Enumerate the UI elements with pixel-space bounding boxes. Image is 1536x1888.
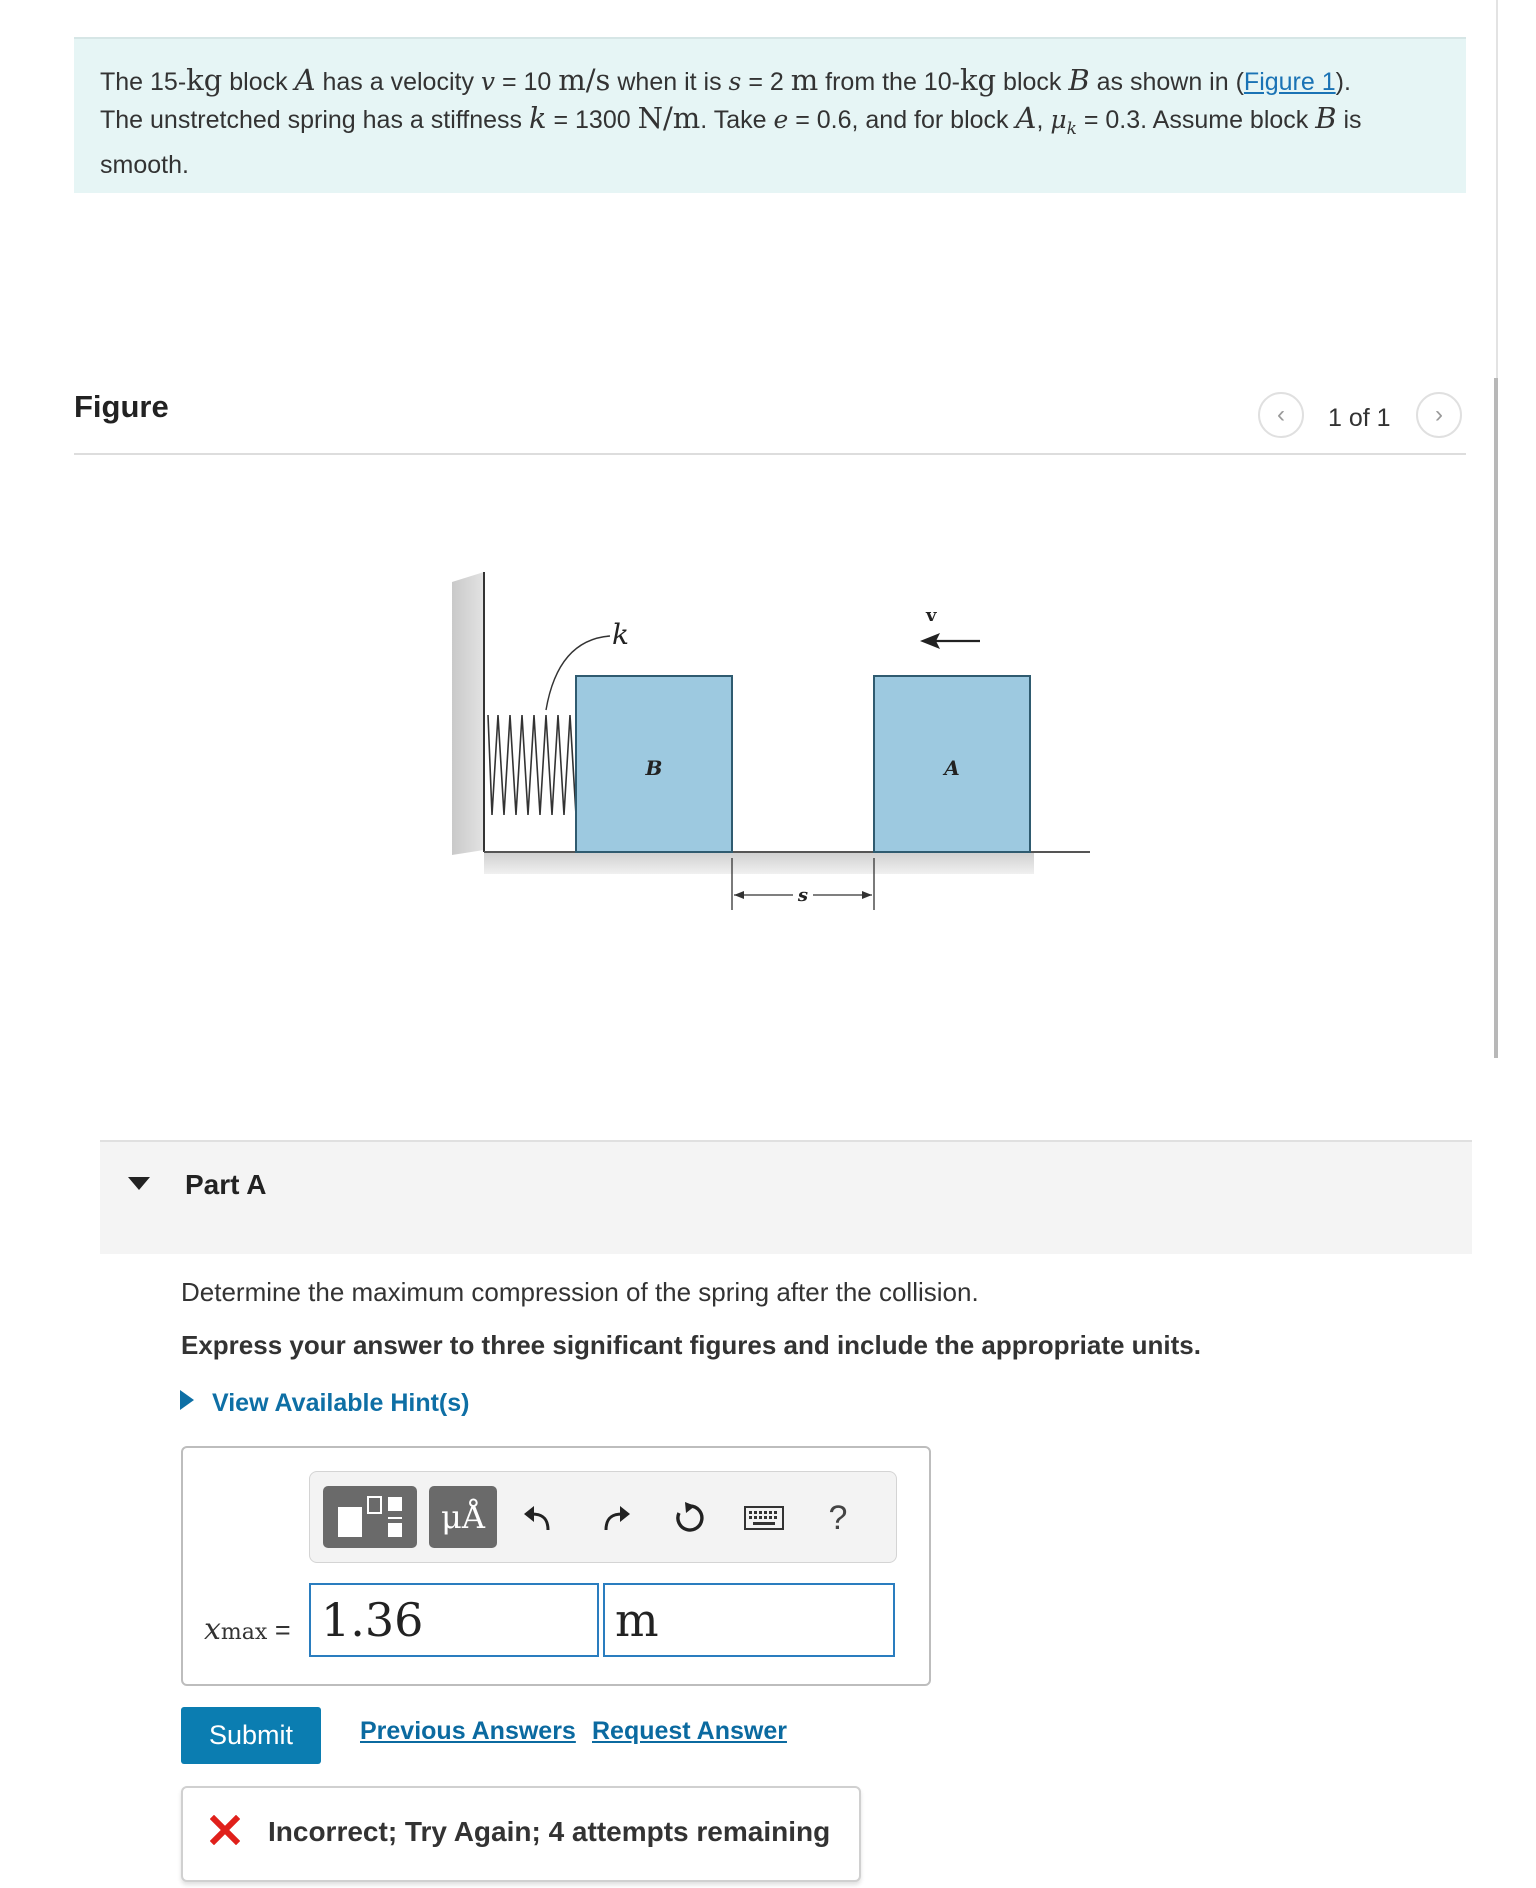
- templates-icon: [335, 1493, 405, 1541]
- answer-variable-label: xmax =: [204, 1612, 291, 1647]
- figure-divider: [74, 453, 1466, 455]
- units-button[interactable]: [429, 1486, 497, 1548]
- wall: [452, 572, 484, 855]
- answer-value-input[interactable]: 1.36: [309, 1583, 599, 1657]
- distance-label-s: s: [797, 885, 809, 906]
- ground: [484, 852, 1034, 874]
- x-mark-icon: [210, 1815, 240, 1845]
- figure-1-link[interactable]: Figure 1: [1243, 68, 1336, 96]
- block-b-label: B: [645, 756, 663, 780]
- keyboard-button[interactable]: [740, 1494, 788, 1542]
- caret-right-icon[interactable]: [180, 1390, 194, 1410]
- submit-button[interactable]: Submit: [181, 1707, 321, 1764]
- figure-counter: 1 of 1: [1328, 404, 1391, 432]
- caret-down-icon[interactable]: [128, 1177, 150, 1190]
- chevron-right-icon: ›: [1435, 401, 1443, 428]
- spring: [488, 715, 576, 815]
- help-button[interactable]: [814, 1494, 862, 1542]
- templates-button[interactable]: [323, 1486, 417, 1548]
- redo-button[interactable]: [592, 1494, 640, 1542]
- dimension-arrow-left: [734, 891, 744, 899]
- undo-button[interactable]: [514, 1494, 562, 1542]
- keyboard-icon: [744, 1505, 784, 1531]
- view-hints-link[interactable]: View Available Hint(s): [212, 1389, 470, 1417]
- part-a-header[interactable]: [100, 1140, 1472, 1254]
- problem-statement-text: The 15-kg block A has a velocity v = 10 m/s when it is s = 2 m from the 10-kg block B as shown in (Figure 1). The unstretched spring has a stiffness k = 1300 N/m. Take e = 0.6, and for block A, $\mu_k = 0.3$. Assume block B is smooth.: [100, 63, 1362, 179]
- scrollbar[interactable]: [1494, 378, 1498, 1058]
- previous-figure-button[interactable]: [1258, 392, 1304, 438]
- right-border: [1496, 0, 1498, 378]
- request-answer-link[interactable]: Request Answer: [592, 1717, 787, 1745]
- question-text: Determine the maximum compression of the spring after the collision.: [181, 1277, 979, 1307]
- instruction-text: Express your answer to three significant figures and include the appropriate units.: [181, 1330, 1201, 1360]
- next-figure-button[interactable]: [1416, 392, 1462, 438]
- undo-icon: [522, 1502, 554, 1534]
- part-title: Part A: [185, 1169, 267, 1200]
- velocity-label: v: [926, 605, 937, 626]
- reset-icon: [673, 1501, 707, 1535]
- help-label: ?: [828, 1498, 848, 1537]
- figure-title: Figure: [74, 389, 169, 424]
- dimension-arrow-right: [862, 891, 872, 899]
- answer-unit-input[interactable]: m: [603, 1583, 895, 1657]
- feedback-text: Incorrect; Try Again; 4 attempts remaining: [268, 1816, 831, 1847]
- block-a-label: A: [944, 756, 960, 780]
- reset-button[interactable]: [666, 1494, 714, 1542]
- units-label: μÅ: [441, 1498, 485, 1536]
- figure-diagram: [440, 560, 1100, 940]
- previous-answers-link[interactable]: Previous Answers: [360, 1717, 576, 1745]
- redo-icon: [600, 1502, 632, 1534]
- spring-label-k: k: [612, 618, 629, 651]
- chevron-left-icon: ‹: [1277, 401, 1285, 428]
